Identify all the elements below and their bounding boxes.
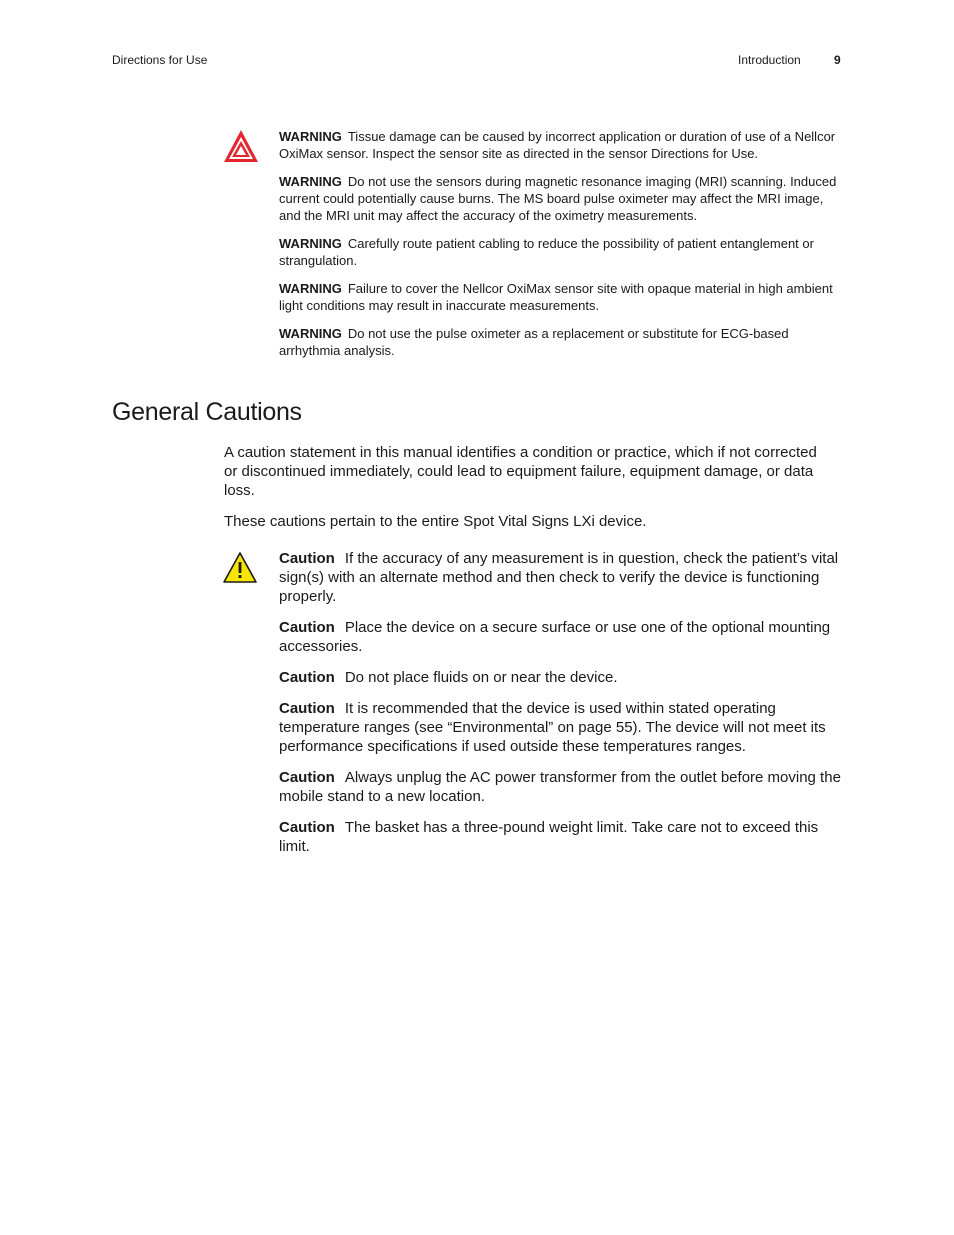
warning-item [279, 325, 845, 359]
caution-list [279, 549, 841, 868]
warning-label: WARNING [279, 281, 342, 296]
intro-text [224, 443, 834, 543]
caution-text: It is recommended that the device is used within stated operating temperature ranges (see “Environmental” on page 55). The device will not meet its performance specifications if used outside these temperatures ranges. [279, 700, 826, 755]
caution-item [279, 668, 841, 687]
warning-text: Carefully route patient cabling to reduce the possibility of patient entanglement or strangulation. [279, 236, 814, 268]
intro-paragraph: A caution statement in this manual identifies a condition or practice, which if not corrected or discontinued immediately, could lead to equipment failure, equipment damage, or data loss. [224, 444, 817, 499]
caution-text: Do not place fluids on or near the device. [344, 669, 618, 686]
caution-item [279, 818, 841, 856]
caution-item [279, 618, 841, 656]
caution-label: Caution [279, 669, 335, 686]
warning-label: WARNING [279, 174, 342, 189]
warning-list [279, 128, 845, 370]
warning-item [279, 235, 845, 269]
header-section: Introduction [738, 53, 801, 67]
caution-item [279, 549, 841, 606]
caution-exclamation-icon [222, 551, 258, 584]
warning-triangle-icon [222, 128, 260, 164]
warning-text: Tissue damage can be caused by incorrect application or duration of use of a Nellcor OxiMax sensor. Inspect the sensor site as directed in the sensor Directions for Use. [279, 129, 836, 161]
warning-label: WARNING [279, 326, 342, 341]
page-number: 9 [834, 53, 841, 67]
warning-label: WARNING [279, 129, 342, 144]
section-title: General Cautions [112, 398, 302, 426]
caution-label: Caution [279, 700, 335, 717]
caution-item [279, 699, 841, 756]
caution-text: Place the device on a secure surface or use one of the optional mounting accessories. [279, 619, 831, 655]
caution-text: Always unplug the AC power transformer from the outlet before moving the mobile stand to a new location. [279, 769, 841, 805]
caution-item [279, 768, 841, 806]
caution-label: Caution [279, 619, 335, 636]
warning-text: Failure to cover the Nellcor OxiMax sensor site with opaque material in high ambient light conditions may result in inaccurate measurements. [279, 281, 833, 313]
caution-text: The basket has a three-pound weight limit. Take care not to exceed this limit. [279, 819, 819, 855]
warning-item [279, 280, 845, 314]
intro-paragraph: These cautions pertain to the entire Spot Vital Signs LXi device. [224, 513, 647, 530]
header-doc-title: Directions for Use [112, 53, 208, 67]
caution-label: Caution [279, 769, 335, 786]
caution-label: Caution [279, 819, 335, 836]
warning-text: Do not use the sensors during magnetic resonance imaging (MRI) scanning. Induced current could potentially cause burns. The MS board pulse oximeter may affect the MRI image, and the MRI unit may affect the accuracy of the oximetry measurements. [279, 174, 837, 223]
warning-text: Do not use the pulse oximeter as a replacement or substitute for ECG-based arrhythmia analysis. [279, 326, 789, 358]
warning-label: WARNING [279, 236, 342, 251]
warning-item [279, 173, 845, 224]
caution-label: Caution [279, 550, 335, 567]
caution-text: If the accuracy of any measurement is in question, check the patient’s vital sign(s) with an alternate method and then check to verify the device is functioning properly. [279, 550, 839, 605]
warning-item [279, 128, 845, 162]
